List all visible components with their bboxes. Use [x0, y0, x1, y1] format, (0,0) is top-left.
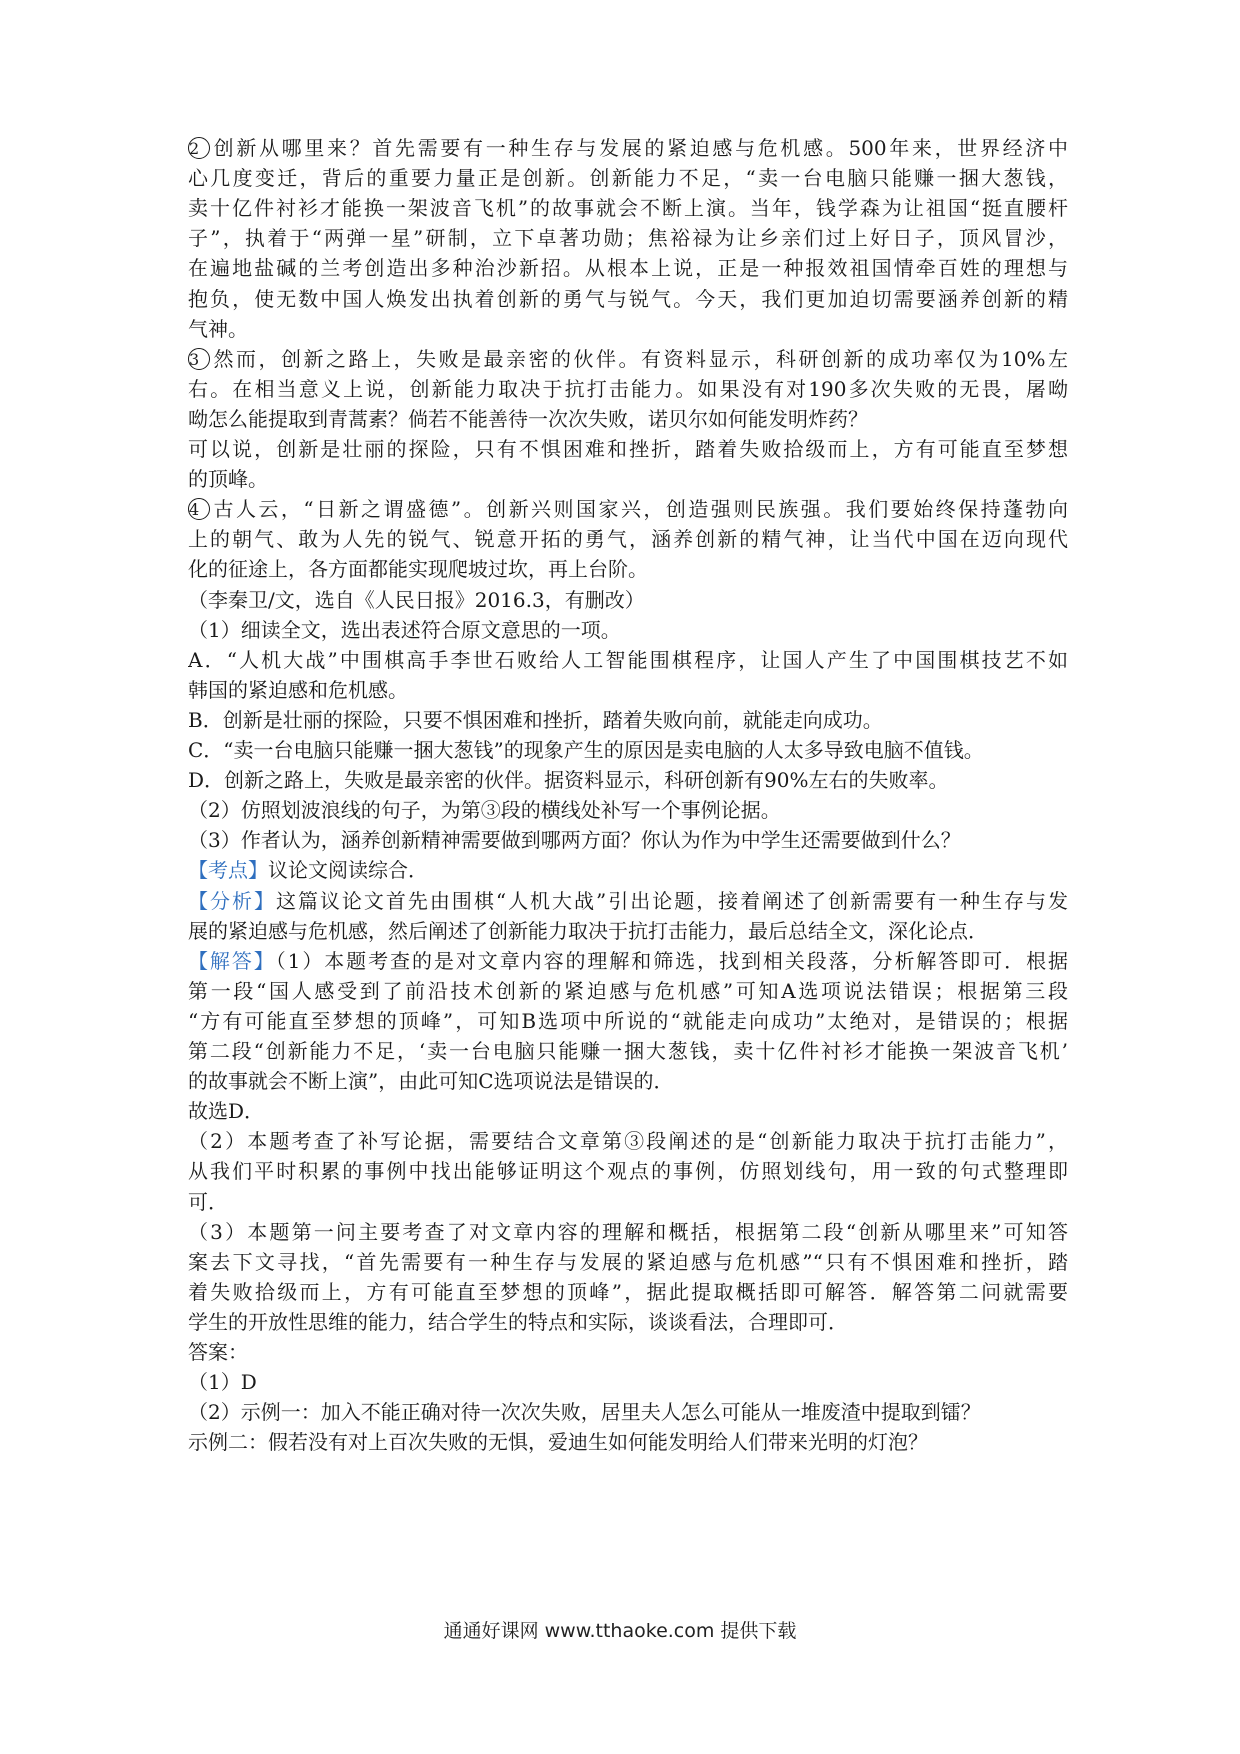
line-text: 呦怎么能提取到青蒿素？倘若不能善待一次次失败，诺贝尔如何能发明炸药？	[188, 407, 868, 431]
section-tag: 【考点】	[188, 858, 268, 882]
text-line	[188, 917, 1068, 945]
line-text: 第一段“国人感受到了前沿技术创新的紧迫感与危机感”可知A选项说法错误；根据第三段	[188, 979, 1068, 1003]
text-line	[188, 616, 1068, 644]
text-line	[188, 887, 1068, 915]
line-text: 展的紧迫感与危机感，然后阐述了创新能力取决于抗打击能力，最后总结全文，深化论点．	[188, 919, 988, 943]
text-line	[188, 676, 1068, 704]
line-text: 古人云，“日新之谓盛德”。创新兴则国家兴，创造强则民族强。我们要始终保持蓬勃向	[211, 497, 1068, 521]
text-line	[188, 375, 1068, 403]
text-line	[188, 1398, 1068, 1426]
line-text: 学生的开放性思维的能力，结合学生的特点和实际，谈谈看法，合理即可．	[188, 1310, 848, 1334]
text-line	[188, 1248, 1068, 1276]
text-line	[188, 1007, 1068, 1035]
text-line	[188, 1368, 1068, 1396]
line-text: 在遍地盐碱的兰考创造出多种治沙新招。从根本上说，正是一种报效祖国情牵百姓的理想与	[188, 256, 1068, 280]
text-line	[188, 766, 1068, 794]
line-text: （1）细读全文，选出表述符合原文意思的一项。	[188, 618, 621, 642]
line-text: 抱负，使无数中国人焕发出执着创新的勇气与锐气。今天，我们更加迫切需要涵养创新的精	[188, 287, 1068, 311]
text-line	[188, 555, 1068, 583]
line-text: 议论文阅读综合．	[268, 858, 428, 882]
text-line	[188, 254, 1068, 282]
text-line	[188, 1278, 1068, 1306]
text-line	[188, 796, 1068, 824]
page-footer: 通通好课网 www.tthaoke.com 提供下载	[443, 1620, 797, 1642]
line-text: （2）仿照划波浪线的句子，为第③段的横线处补写一个事例论据。	[188, 798, 781, 822]
line-text: 可以说，创新是壮丽的探险，只有不惧困难和挫折，踏着失败拾级而上，方有可能直至梦想	[188, 437, 1068, 461]
section-tag: 【分析】	[188, 889, 276, 913]
line-text: （1）D	[188, 1370, 257, 1394]
line-text: （3）本题第一问主要考查了对文章内容的理解和概括，根据第二段“创新从哪里来”可知答	[188, 1220, 1068, 1244]
paragraph-number-circle: 3	[188, 348, 210, 370]
text-line	[188, 315, 1068, 343]
line-text: （1）本题考查的是对文章内容的理解和筛选，找到相关段落，分析解答即可．根据	[275, 949, 1068, 973]
line-text: 的顶峰。	[188, 467, 268, 491]
text-line	[188, 1428, 1068, 1456]
text-line	[188, 646, 1068, 674]
text-line	[188, 586, 1068, 614]
line-text: （2）本题考查了补写论据，需要结合文章第③段阐述的是“创新能力取决于抗打击能力”，	[188, 1129, 1068, 1153]
paragraph-number-circle: 4	[188, 498, 210, 520]
text-line	[188, 1127, 1068, 1155]
text-line	[188, 345, 1068, 373]
paragraph-number-circle: 2	[188, 137, 210, 159]
line-text: 创新从哪里来？首先需要有一种生存与发展的紧迫感与危机感。500年来，世界经济中	[211, 136, 1068, 160]
text-line	[188, 1188, 1068, 1216]
line-text: （2）示例一：加入不能正确对待一次次失败，居里夫人怎么可能从一堆废渣中提取到镭？	[188, 1400, 981, 1424]
text-line	[188, 1338, 1068, 1366]
line-text: 可．	[188, 1190, 228, 1214]
line-text: 心几度变迁，背后的重要力量正是创新。创新能力不足，“卖一台电脑只能赚一捆大葱钱，	[188, 166, 1068, 190]
text-line	[188, 1037, 1068, 1065]
line-text: 上的朝气、敢为人先的锐气、锐意开拓的勇气，涵养创新的精气神，让当代中国在迈向现代	[188, 527, 1068, 551]
text-line	[188, 1218, 1068, 1246]
line-text: 子”，执着于“两弹一星”研制，立下卓著功勋；焦裕禄为让乡亲们过上好日子，顶风冒沙，	[188, 226, 1068, 250]
line-text: 从我们平时积累的事例中找出能够证明这个观点的事例，仿照划线句，用一致的句式整理即	[188, 1159, 1068, 1183]
text-line	[188, 194, 1068, 222]
text-line	[188, 856, 1068, 884]
line-text: 示例二：假若没有对上百次失败的无惧，爱迪生如何能发明给人们带来光明的灯泡？	[188, 1430, 928, 1454]
section-tag: 【解答】	[188, 949, 276, 973]
text-line	[188, 947, 1068, 975]
text-line	[188, 1067, 1068, 1095]
text-line	[188, 465, 1068, 493]
line-text: A．“人机大战”中围棋高手李世石败给人工智能围棋程序，让国人产生了中国围棋技艺不如	[188, 648, 1068, 672]
line-text: 答案：	[188, 1340, 248, 1364]
text-line	[188, 736, 1068, 764]
text-line	[188, 285, 1068, 313]
text-line	[188, 164, 1068, 192]
text-line	[188, 224, 1068, 252]
line-text: 卖十亿件衬衫才能换一架波音飞机”的故事就会不断上演。当年，钱学森为让祖国“挺直腰杆	[188, 196, 1068, 220]
text-line	[188, 525, 1068, 553]
line-text: （李秦卫/文，选自《人民日报》2016.3，有删改）	[188, 588, 645, 612]
line-text: 案去下文寻找，“首先需要有一种生存与发展的紧迫感与危机感”“只有不惧困难和挫折，踏	[188, 1250, 1068, 1274]
line-text: 这篇议论文首先由围棋“人机大战”引出论题，接着阐述了创新需要有一种生存与发	[275, 889, 1068, 913]
line-text: （3）作者认为，涵养创新精神需要做到哪两方面？你认为作为中学生还需要做到什么？	[188, 828, 961, 852]
text-line	[188, 1157, 1068, 1185]
line-text: 着失败拾级而上，方有可能直至梦想的顶峰”，据此提取概括即可解答．解答第二问就需要	[188, 1280, 1068, 1304]
line-text: 然而，创新之路上，失败是最亲密的伙伴。有资料显示，科研创新的成功率仅为10%左	[211, 347, 1068, 371]
line-text: 化的征途上，各方面都能实现爬坡过坎，再上台阶。	[188, 557, 648, 581]
text-line	[188, 405, 1068, 433]
text-line	[188, 495, 1068, 523]
line-text: C．“卖一台电脑只能赚一捆大葱钱”的现象产生的原因是卖电脑的人太多导致电脑不值钱。	[188, 738, 984, 762]
text-line	[188, 1097, 1068, 1125]
line-text: 韩国的紧迫感和危机感。	[188, 678, 408, 702]
line-text: 右。在相当意义上说，创新能力取决于抗打击能力。如果没有对190多次失败的无畏，屠呦	[188, 377, 1068, 401]
line-text: 故选D．	[188, 1099, 265, 1123]
line-text: B．创新是壮丽的探险，只要不惧困难和挫折，踏着失败向前，就能走向成功。	[188, 708, 883, 732]
text-line	[188, 706, 1068, 734]
line-text: 的故事就会不断上演”，由此可知C选项说法是错误的．	[188, 1069, 674, 1093]
line-text: “方有可能直至梦想的顶峰”，可知B选项中所说的“就能走向成功”太绝对，是错误的；根据	[188, 1009, 1068, 1033]
line-text: 第二段“创新能力不足，‘卖一台电脑只能赚一捆大葱钱，卖十亿件衬衫才能换一架波音飞机’	[188, 1039, 1068, 1063]
text-line	[188, 977, 1068, 1005]
text-line	[188, 1308, 1068, 1336]
line-text: D．创新之路上，失败是最亲密的伙伴。据资料显示，科研创新有90%左右的失败率。	[188, 768, 949, 792]
line-text: 气神。	[188, 317, 248, 341]
text-line	[188, 134, 1068, 162]
text-line	[188, 435, 1068, 463]
text-line	[188, 826, 1068, 854]
